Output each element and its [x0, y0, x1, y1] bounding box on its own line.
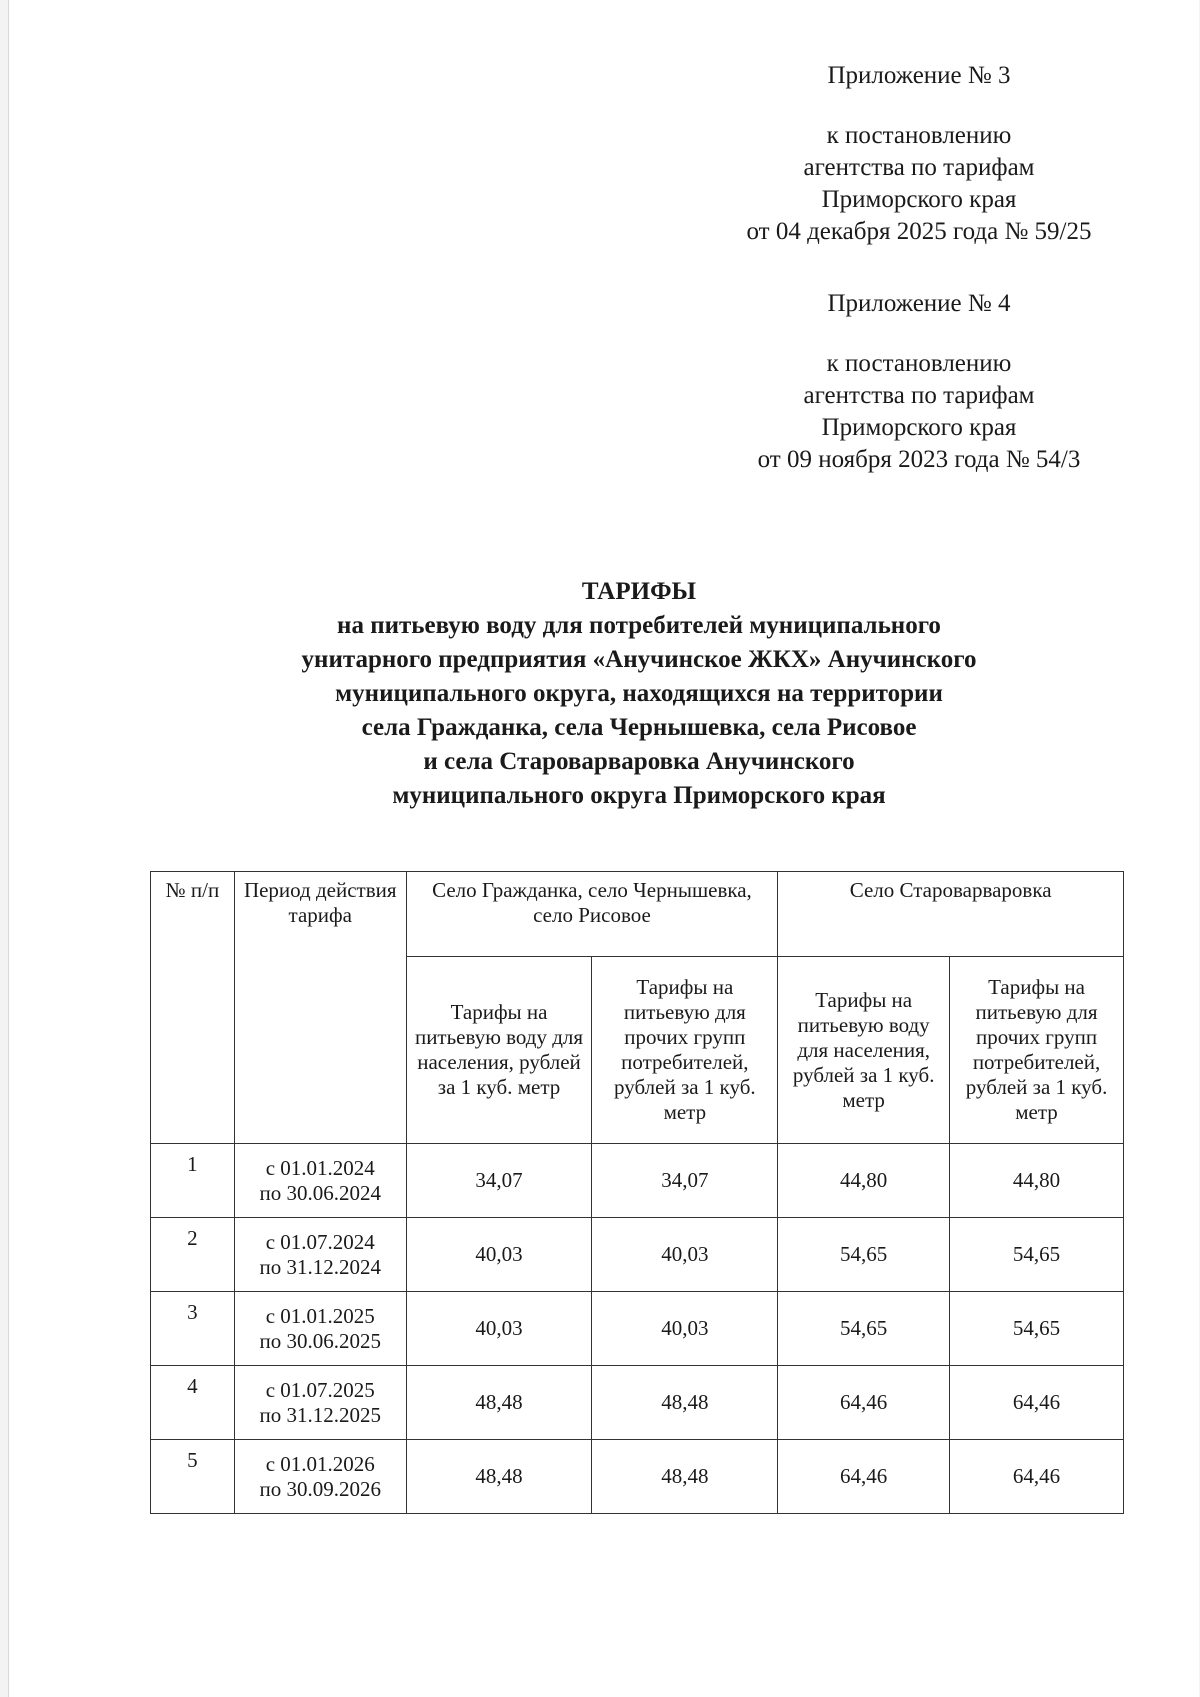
row-period [234, 1440, 406, 1514]
document-title [139, 575, 1139, 813]
appendix-3-line: агентства по тарифам [803, 154, 1035, 181]
tariff-value: 64,46 [778, 1440, 950, 1514]
row-number: 2 [151, 1218, 235, 1292]
tariff-value: 34,07 [406, 1144, 592, 1218]
table-row [151, 1218, 1124, 1292]
row-period [234, 1144, 406, 1218]
table-row [151, 1366, 1124, 1440]
appendix-4-line: Приморского края [821, 414, 1017, 441]
tariff-value: 54,65 [950, 1218, 1124, 1292]
row-number: 5 [151, 1440, 235, 1514]
header-group-grazhdanka: Село Гражданка, село Чернышевка, село Рисовое [406, 872, 778, 957]
tariffs-table [150, 871, 1124, 1514]
tariff-value: 64,46 [950, 1440, 1124, 1514]
period-to: по 30.09.2026 [259, 1476, 381, 1501]
row-period [234, 1366, 406, 1440]
tariff-value: 40,03 [406, 1218, 592, 1292]
title-line: муниципального округа, находящихся на территории [335, 680, 943, 707]
tariff-value: 40,03 [592, 1218, 778, 1292]
header-other-consumers-tariff: Тарифы на питьевую для прочих групп потребителей, рублей за 1 куб. метр [950, 957, 1124, 1144]
tariff-value: 64,46 [950, 1366, 1124, 1440]
title-line: и села Староварваровка Анучинского [423, 748, 855, 775]
appendix-4-block [709, 288, 1129, 476]
appendix-3-line: Приморского края [821, 186, 1017, 213]
header-population-tariff: Тарифы на питьевую воду для населения, рублей за 1 куб. метр [406, 957, 592, 1144]
appendix-4-line: к постановлению [826, 350, 1012, 377]
period-from: с 01.01.2025 [265, 1303, 375, 1328]
tariff-value: 44,80 [778, 1144, 950, 1218]
document-page [8, 0, 1199, 1697]
tariff-value: 54,65 [778, 1218, 950, 1292]
tariff-value: 40,03 [592, 1292, 778, 1366]
appendix-4-line: агентства по тарифам [803, 382, 1035, 409]
title-line: села Гражданка, села Чернышевка, села Рисовое [361, 714, 917, 741]
tariff-value: 40,03 [406, 1292, 592, 1366]
tariff-value: 48,48 [592, 1366, 778, 1440]
row-period [234, 1292, 406, 1366]
period-from: с 01.07.2025 [265, 1377, 375, 1402]
header-period: Период действия тарифа [234, 872, 406, 1144]
title-line: унитарного предприятия «Анучинское ЖКХ» Анучинского [301, 646, 977, 673]
period-from: с 01.01.2024 [265, 1155, 375, 1180]
appendix-4-line: от 09 ноября 2023 года № 54/3 [757, 446, 1081, 473]
period-to: по 30.06.2024 [259, 1180, 381, 1205]
header-other-consumers-tariff: Тарифы на питьевую для прочих групп потребителей, рублей за 1 куб. метр [592, 957, 778, 1144]
title-line: на питьевую воду для потребителей муниципального [337, 612, 941, 639]
appendix-3-block [709, 60, 1129, 248]
header-number: № п/п [151, 872, 235, 1144]
tariff-value: 48,48 [406, 1366, 592, 1440]
appendix-3-line: к постановлению [826, 122, 1012, 149]
table-row [151, 1144, 1124, 1218]
appendix-3-line: от 04 декабря 2025 года № 59/25 [746, 218, 1092, 245]
period-from: с 01.07.2024 [265, 1229, 375, 1254]
tariff-value: 48,48 [406, 1440, 592, 1514]
title-line: муниципального округа Приморского края [392, 782, 886, 809]
table-header-row [151, 872, 1124, 957]
header-group-starovarvarovka: Село Староварваровка [778, 872, 1124, 957]
period-to: по 31.12.2024 [259, 1254, 381, 1279]
title-heading: ТАРИФЫ [581, 578, 697, 605]
row-number: 3 [151, 1292, 235, 1366]
row-number: 4 [151, 1366, 235, 1440]
appendix-4-heading: Приложение № 4 [827, 290, 1011, 317]
tariff-value: 54,65 [778, 1292, 950, 1366]
tariff-value: 64,46 [778, 1366, 950, 1440]
row-number: 1 [151, 1144, 235, 1218]
table-row [151, 1440, 1124, 1514]
table-row [151, 1292, 1124, 1366]
header-population-tariff: Тарифы на питьевую воду для населения, рублей за 1 куб. метр [778, 957, 950, 1144]
period-from: с 01.01.2026 [265, 1451, 375, 1476]
tariff-value: 44,80 [950, 1144, 1124, 1218]
period-to: по 30.06.2025 [259, 1328, 381, 1353]
appendix-3-heading: Приложение № 3 [827, 62, 1011, 89]
period-to: по 31.12.2025 [259, 1402, 381, 1427]
tariff-value: 48,48 [592, 1440, 778, 1514]
row-period [234, 1218, 406, 1292]
tariff-value: 54,65 [950, 1292, 1124, 1366]
tariff-value: 34,07 [592, 1144, 778, 1218]
